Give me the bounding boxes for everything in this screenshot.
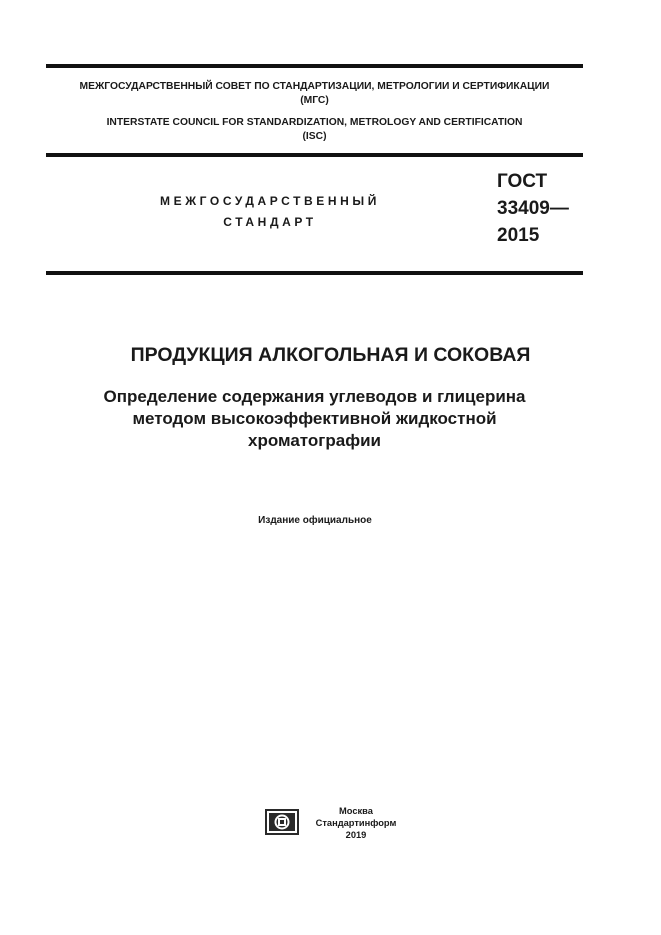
publisher-city: Москва [339,806,373,816]
publisher-info [308,805,404,841]
council-abbr-ru: (МГС) [300,95,329,106]
top-rule [46,64,583,68]
subtitle-line3: хроматографии [248,431,381,450]
document-subtitle [46,386,583,452]
designation-divider [46,271,583,275]
council-name-ru-line1: МЕЖГОСУДАРСТВЕННЫЙ СОВЕТ ПО СТАНДАРТИЗАЦИИ, МЕТРОЛОГИИ И СЕРТИФИКАЦИИ [79,81,550,92]
subtitle-line2: методом высокоэффективной жидкостной [132,409,497,428]
standard-type-line2: СТАНДАРТ [223,215,317,229]
header-divider [46,153,583,157]
standard-type [120,191,420,233]
edition-note: Издание официальное [258,515,372,526]
subtitle-line1: Определение содержания углеводов и глицерина [103,387,526,406]
standard-code: ГОСТ [497,171,548,192]
document-title: ПРОДУКЦИЯ АЛКОГОЛЬНАЯ И СОКОВАЯ [130,344,531,366]
standard-number: 33409— [497,198,569,219]
council-name-en [46,116,583,144]
standard-designation [497,168,569,249]
publisher-name: Стандартинформ [315,818,397,828]
council-name-en-line1: INTERSTATE COUNCIL FOR STANDARDIZATION, METROLOGY AND CERTIFICATION [106,117,523,128]
council-abbr-en: (ISC) [302,131,327,142]
standard-year: 2015 [497,225,540,246]
standartinform-logo-icon [265,809,299,835]
standard-type-line1: МЕЖГОСУДАРСТВЕННЫЙ [160,194,380,208]
publication-year: 2019 [345,830,367,840]
council-name-ru [46,80,583,108]
